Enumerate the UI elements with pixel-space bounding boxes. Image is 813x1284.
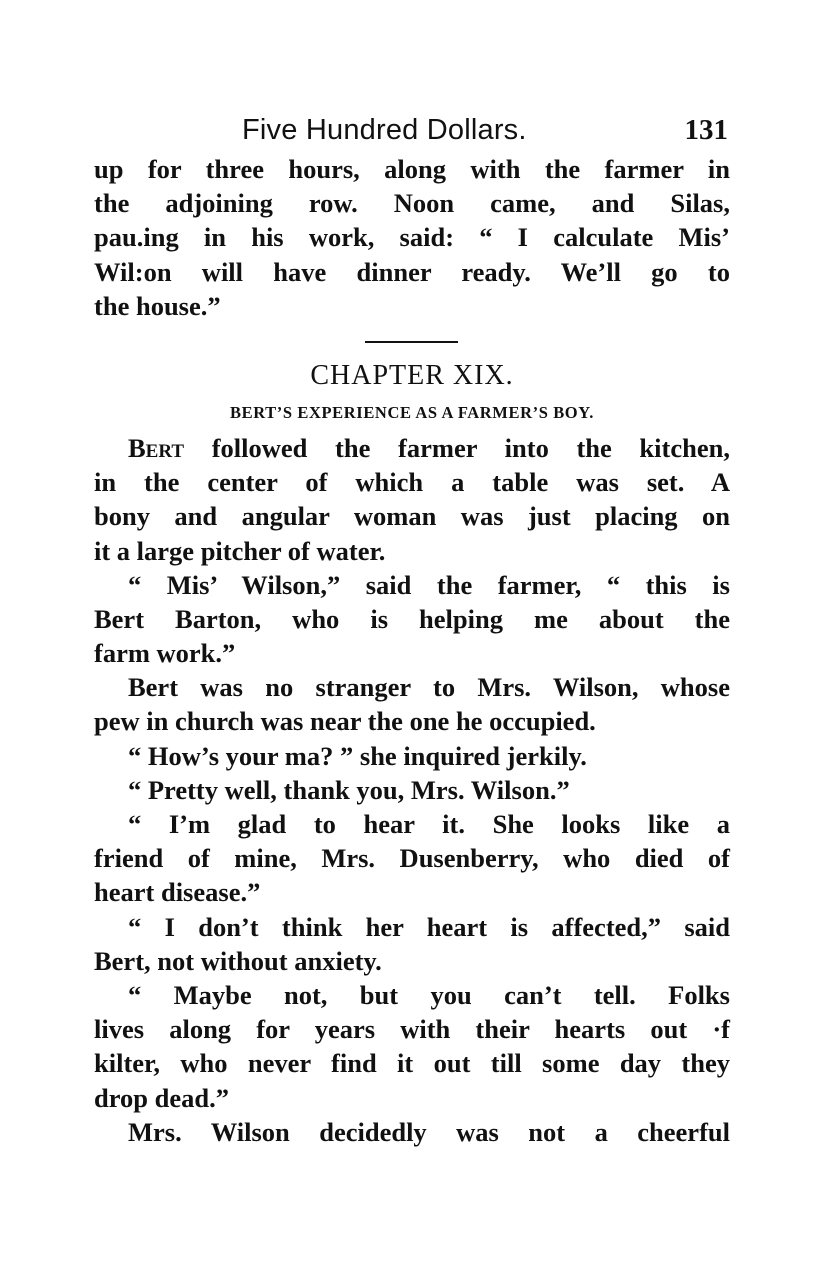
- book-page: [94, 108, 730, 1149]
- text-line: Mrs. Wilson decidedly was not a cheerful: [128, 1116, 730, 1147]
- paragraph: [94, 739, 730, 773]
- text-line: it a large pitcher of water.: [94, 535, 386, 566]
- paragraph: [94, 978, 730, 1115]
- text-line: “ Maybe not, but you can’t tell. Folks: [128, 979, 730, 1010]
- paragraph: [94, 910, 730, 978]
- first-line-rest: followed the farmer into the kitchen,: [184, 432, 730, 463]
- running-head: [94, 108, 730, 152]
- running-title: Five Hundred Dollars.: [242, 114, 527, 146]
- chapter-title: CHAPTER XIX.: [310, 359, 514, 391]
- paragraph: [94, 670, 730, 738]
- text-line: kilter, who never find it out till some day they: [94, 1048, 730, 1079]
- text-line: lives along for years with their hearts out ·f: [94, 1014, 730, 1045]
- text-line: “ I’m glad to hear it. She looks like a: [128, 809, 730, 839]
- paragraph: [94, 568, 730, 671]
- text-line: pau.ing in his work, said: “ I calculate Mis’: [94, 222, 730, 253]
- chapter-subtitle: BERT’S EXPERIENCE AS A FARMER’S BOY.: [230, 402, 594, 422]
- text-line: heart disease.”: [94, 877, 261, 908]
- text-line: bony and angular woman was just placing on: [94, 501, 730, 532]
- text-line: the house.”: [94, 290, 221, 321]
- paragraph: [94, 807, 730, 910]
- text-line: Wil:on will have dinner ready. We’ll go to: [94, 256, 730, 287]
- divider-rule: [365, 341, 458, 343]
- text-line: “ I don’t think her heart is affected,” said: [128, 911, 730, 942]
- text-line: drop dead.”: [94, 1082, 229, 1113]
- paragraph: [94, 773, 730, 807]
- section-divider: [94, 323, 730, 357]
- text-line: “ Mis’ Wilson,” said the farmer, “ this is: [128, 569, 730, 600]
- page-number: 131: [684, 114, 728, 146]
- text-line: in the center of which a table was set. A: [94, 467, 730, 498]
- continued-paragraph: [94, 152, 730, 323]
- text-line: pew in church was near the one he occupied.: [94, 706, 596, 737]
- text-line: Bert Barton, who is helping me about the: [94, 603, 730, 634]
- text-line: friend of mine, Mrs. Dusenberry, who died of: [94, 843, 730, 874]
- text-line: farm work.”: [94, 638, 236, 669]
- text-line: “ Pretty well, thank you, Mrs. Wilson.”: [128, 774, 570, 805]
- lead-word: Bert: [128, 432, 185, 463]
- text-line: Bert, not without anxiety.: [94, 945, 382, 976]
- text-line: [94, 431, 730, 465]
- text-line: “ How’s your ma? ” she inquired jerkily.: [128, 740, 587, 771]
- text-line: up for three hours, along with the farmer in: [94, 154, 730, 184]
- paragraph: [94, 1115, 730, 1149]
- text-line: Bert was no stranger to Mrs. Wilson, whose: [128, 672, 730, 703]
- text-line: the adjoining row. Noon came, and Silas,: [94, 188, 730, 219]
- paragraph: [94, 431, 730, 568]
